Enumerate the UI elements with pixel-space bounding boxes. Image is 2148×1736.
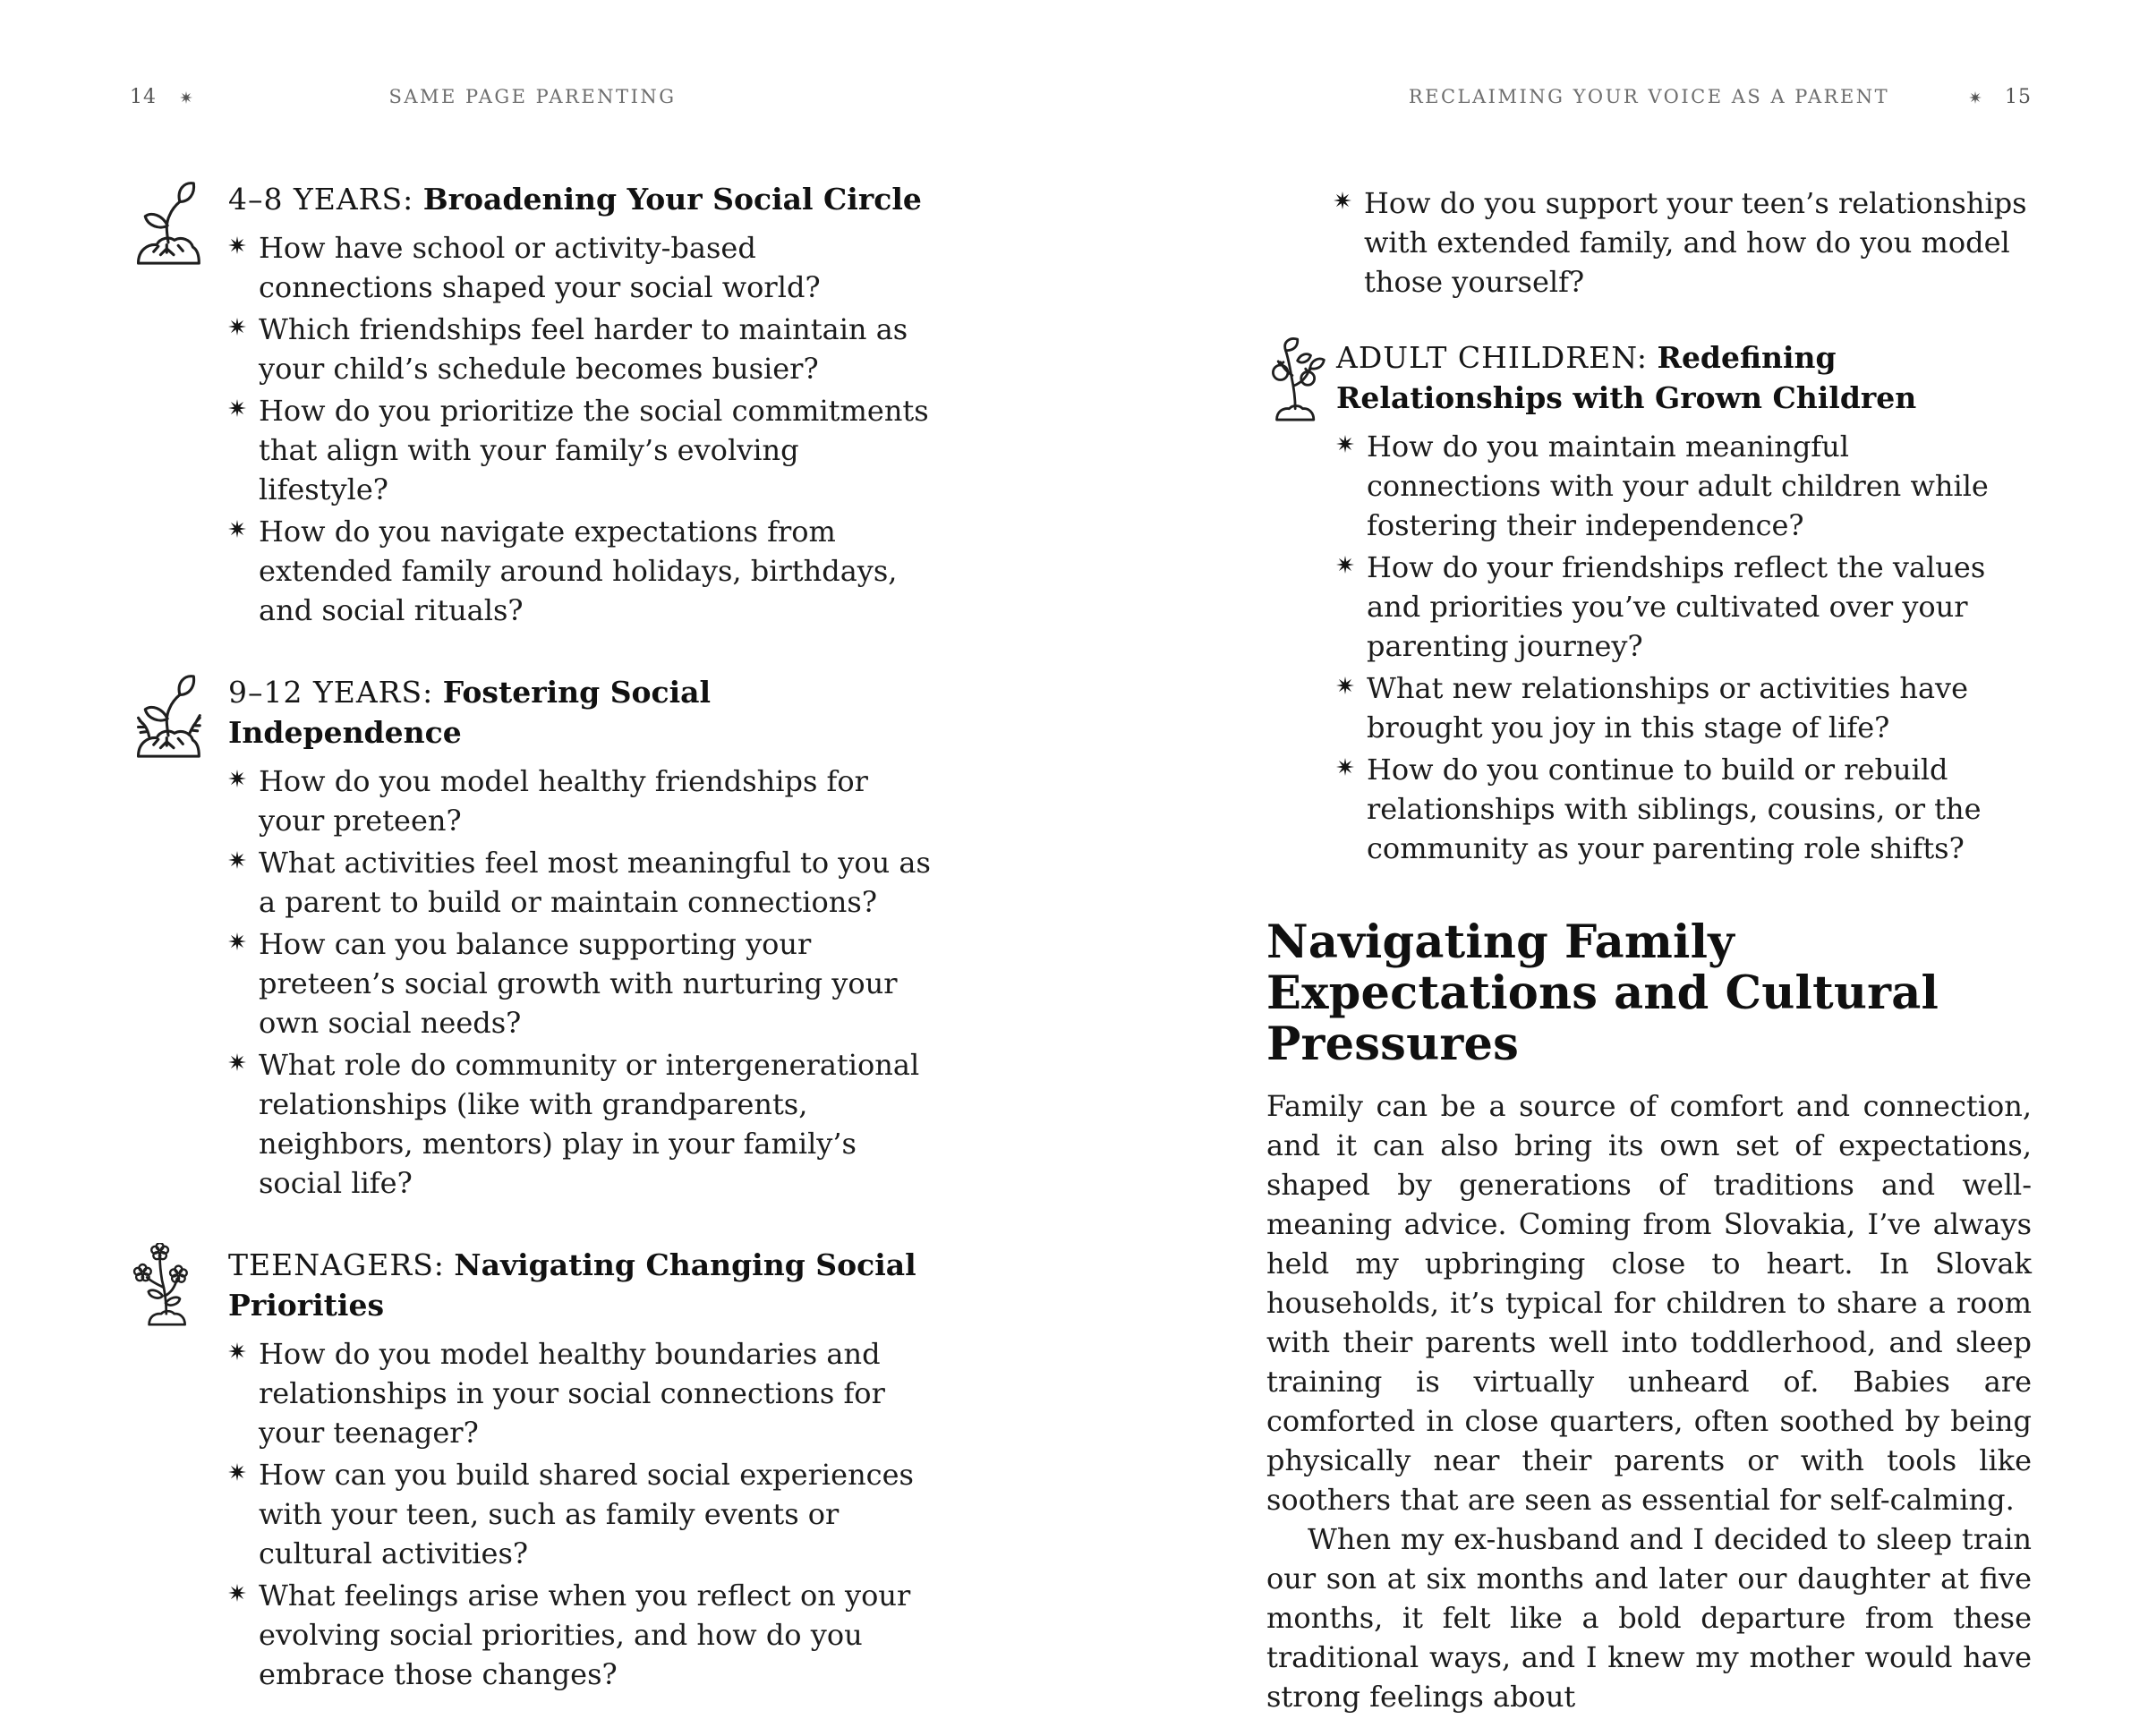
section-teenagers (130, 1245, 935, 1697)
left-page-number: 14 (130, 86, 157, 108)
icon-column (130, 179, 228, 633)
bullet-text: What new relationships or activities have brought you joy in this stage of life? (1367, 671, 1969, 745)
bullet-text: What role do community or intergenerational relationships (like with grandparents, neighbors, mentors) play in your family’s social life? (259, 1048, 920, 1200)
list-item (1336, 750, 2032, 868)
right-page-number: 15 (2005, 86, 2032, 108)
section-title: Redefining Relationships with Grown Children (1336, 340, 1917, 415)
bullet-star-icon (228, 924, 259, 1042)
list-item (228, 310, 935, 388)
bullet-star-icon (228, 391, 259, 509)
bullet-star-icon (228, 228, 259, 307)
section-title: Navigating Changing Social Priorities (228, 1247, 916, 1323)
list-item (1266, 183, 2032, 302)
list-item (1336, 548, 2032, 666)
bullet-star-icon (1336, 668, 1367, 747)
section-adult-children (1266, 337, 2032, 871)
bullet-text: How can you build shared social experiences with your teen, such as family events or cultural activities? (259, 1458, 914, 1570)
body-paragraph: Family can be a source of comfort and connection, and it can also bring its own set of expectations, shaped by generations of traditions and well-meaning advice. Coming from Slovakia, I’ve always held my upbringing close to heart. In Slovak households, it’s typical for children to share a room with their parents well into toddlerhood, and sleep training is virtually unheard of. Babies are comforted in close quarters, often soothed by being physically near their parents or with tools like soothers that are seen as essential for self-calming. (1266, 1089, 2032, 1517)
list-item (228, 762, 935, 840)
fruit-tree-icon (1266, 336, 1325, 424)
right-page-content (1266, 183, 2032, 1716)
section-title: Fostering Social Independence (228, 675, 712, 750)
seedling-icon (130, 177, 207, 269)
icon-column (130, 1245, 228, 1697)
left-page-header (130, 86, 935, 113)
bullet-text: Which friendships feel harder to maintain as your child’s schedule becomes busier? (259, 312, 908, 386)
list-item (228, 1455, 935, 1573)
icon-column (1266, 337, 1336, 871)
section-age-label: ADULT CHILDREN: (1336, 340, 1649, 375)
list-item (228, 512, 935, 630)
sprout-roots-icon (130, 670, 207, 762)
bullet-text: How do you maintain meaningful connections with your adult children while fostering their independence? (1367, 430, 1989, 542)
bullet-star-icon (228, 1576, 259, 1694)
bullet-star-icon (1336, 427, 1367, 545)
section-age-label: 4–8 YEARS: (228, 182, 414, 217)
section-9-12-years (130, 672, 935, 1205)
section-heading (1336, 337, 2032, 418)
flowering-plant-icon (130, 1243, 201, 1329)
bullet-text: How do you navigate expectations from extended family around holidays, birthdays, and social rituals? (259, 515, 898, 627)
list-item (228, 1045, 935, 1203)
section-4-8-years (130, 179, 935, 633)
section-heading (228, 672, 935, 753)
left-page-content (130, 179, 935, 1736)
list-item (1336, 427, 2032, 545)
section-heading (228, 179, 935, 219)
bullet-text: What feelings arise when you reflect on your evolving social priorities, and how do you embrace those changes? (259, 1579, 911, 1691)
flower-blossom (134, 1264, 151, 1281)
flower-blossom (151, 1243, 168, 1259)
bullet-star-icon (228, 762, 259, 840)
list-item (228, 1576, 935, 1694)
section-age-label: TEENAGERS: (228, 1247, 445, 1282)
bullet-star-icon (1336, 750, 1367, 868)
list-item (228, 843, 935, 922)
section-heading (228, 1245, 935, 1325)
bullet-text: How do you support your teen’s relationships with extended family, and how do you model those yourself? (1364, 186, 2027, 299)
bullet-star-icon (228, 1334, 259, 1452)
bullet-text: How do you model healthy friendships for your preteen? (259, 764, 868, 838)
right-running-head: RECLAIMING YOUR VOICE AS A PARENT (1408, 86, 1890, 107)
section-age-label: 9–12 YEARS: (228, 675, 434, 710)
left-running-head: SAME PAGE PARENTING (388, 86, 677, 107)
list-item (228, 1334, 935, 1452)
flower-blossom (170, 1266, 187, 1282)
bullet-star-icon (1334, 183, 1364, 302)
bullet-text: How do you continue to build or rebuild relationships with siblings, cousins, or the community as your parenting role shifts? (1367, 753, 1982, 865)
list-item (1336, 668, 2032, 747)
right-page-header (1266, 86, 2032, 113)
icon-column (130, 672, 228, 1205)
bullet-text: How can you balance supporting your preteen’s social growth with nurturing your own social needs? (259, 927, 898, 1040)
bullet-text: How do your friendships reflect the values and priorities you’ve cultivated over your parenting journey? (1367, 550, 1986, 663)
body-paragraph: When my ex-husband and I decided to sleep train our son at six months and later our daughter at five months, it felt like a bold departure from these traditional ways, and I knew my mother would have strong feelings about (1266, 1522, 2032, 1714)
right-folio-group (1969, 86, 2032, 108)
section-title: Broadening Your Social Circle (422, 182, 922, 217)
bullet-star-icon (228, 1455, 259, 1573)
bullet-text: What activities feel most meaningful to you as a parent to build or maintain connections? (259, 846, 931, 919)
bullet-text: How have school or activity-based connections shaped your social world? (259, 231, 821, 304)
bullet-star-icon (228, 1045, 259, 1203)
list-item (228, 924, 935, 1042)
list-item (228, 391, 935, 509)
list-item (228, 228, 935, 307)
bullet-text: How do you prioritize the social commitments that align with your family’s evolving lifestyle? (259, 394, 929, 506)
bullet-text: How do you model healthy boundaries and relationships in your social connections for your teenager? (259, 1337, 885, 1450)
bullet-star-icon (228, 310, 259, 388)
chapter-subheading: Navigating Family Expectations and Cultural Pressures (1266, 915, 1939, 1071)
header-star-icon (1969, 91, 1982, 104)
bullet-star-icon (228, 843, 259, 922)
bullet-star-icon (1336, 548, 1367, 666)
bullet-star-icon (228, 512, 259, 630)
